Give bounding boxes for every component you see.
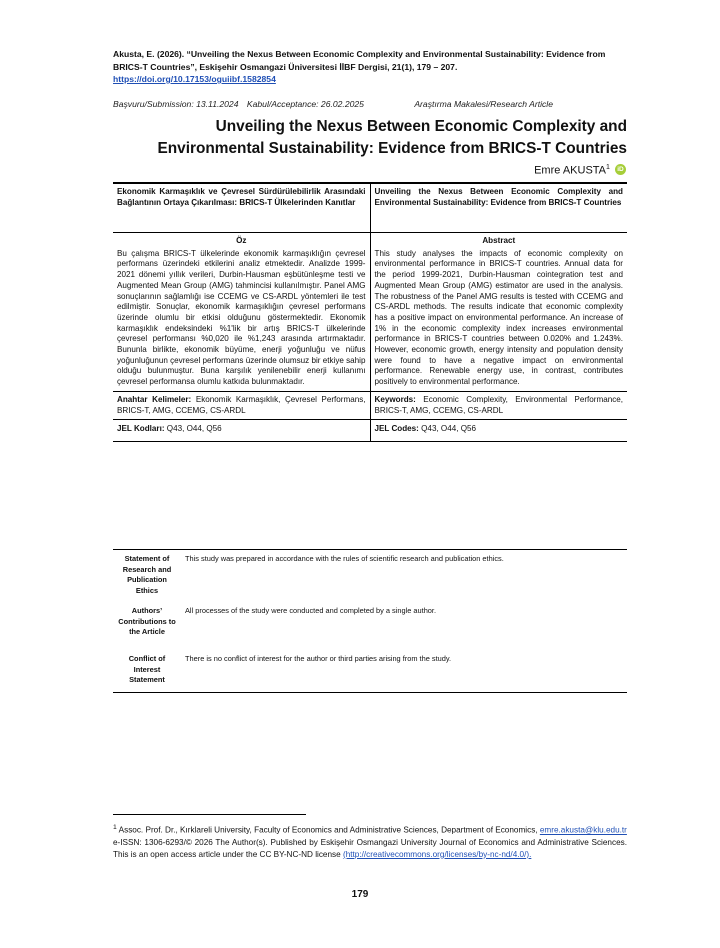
acceptance-date: Kabul/Acceptance: 26.02.2025: [246, 99, 364, 109]
conflict-text: There is no conflict of interest for the author or third parties arising from the study.: [185, 654, 452, 663]
article-type: Araştırma Makalesi/Research Article: [414, 99, 553, 109]
tr-jel-label: JEL Kodları:: [117, 424, 165, 434]
en-jel-value: Q43, O44, Q56: [421, 424, 477, 434]
en-jel-label: JEL Codes:: [374, 424, 419, 434]
license-link[interactable]: (http://creativecommons.org/licenses/by-nc-nd/4.0/).: [342, 849, 532, 859]
author-email-link[interactable]: emre.akusta@klu.edu.tr: [539, 825, 627, 835]
en-jel: [370, 420, 627, 441]
tr-abstract-text: Bu çalışma BRICS-T ülkelerinde ekonomik karmaşıklığın çevresel performans üzerindeki etkilerini analiz etmektedir. Analizde 1999-2021 dönemi yıllık verileri, Durbin-Hausman eşbütünleşme testi ve Augmented Mean Group (AMG) tahmincisi kullanılmıştır. Panel AMG sonuçlarının sağlamlığı ise CCEMG ve CS-ARDL yöntemleri ile test edilmiştir. Sonuçlar, ekonomik karmaşıklığın çevresel performans üzerinde olumlu bir etkisi olduğunu göstermektedir. Ekonomik karmaşıklık endeksindeki %1'lik bir artış BRICS-T ülkelerinde çevresel performansı %0,020 ile %1,243 arasında artırmaktadır. Bununla birlikte, ekonomik büyüme, enerji yoğunluğu ve nüfus yoğunluğunun çevresel performans üzerinde olumsuz bir etkiye sahip olduğu bulunmuştur. Buna karşılık yenilenebilir enerji kullanımı çevresel performansa olumlu katkıda bulunmaktadır.: [117, 248, 366, 387]
ethics-table: [113, 549, 627, 693]
ethics-label: Statement of Research and Publication Ethics: [122, 554, 172, 595]
tr-keywords-value: Ekonomik Karmaşıklık, Çevresel Performans, BRICS-T, AMG, CCEMG, CS-ARDL: [117, 394, 366, 415]
en-keywords-label: Keywords:: [374, 394, 416, 404]
footnote-mark: 1: [113, 824, 117, 831]
tr-keywords-label: Anahtar Kelimeler:: [117, 394, 192, 404]
conflict-label: Conflict of Interest Statement: [128, 654, 166, 685]
footnote-affiliation: Assoc. Prof. Dr., Kırklareli University, Faculty of Economics and Administrative Sciences, Department of Economics,: [118, 825, 538, 835]
en-abstract-text: This study analyses the impacts of economic complexity on environmental performance in BRICS-T countries. Annual data for the period 1999-2021, Durbin-Hausman cointegration test and Augmented Mean Group (AMG) estimator are used in the analysis. The robustness of the Panel AMG results is tested with CCEMG and CS-ARDL methods. The results indicate that economic complexity has a positive impact on environmental performance. An increase of 1% in the economic complexity index increases environmental performance in BRICS-T countries between 0.020% and 1.243%. However, economic growth, energy intensity and population density were found to have a negative impact on environmental performance. Renewable energy use, in contrast, contributes positively to environmental performance.: [374, 248, 623, 387]
en-abstract-heading: Abstract: [482, 236, 516, 245]
page-number: 179: [351, 889, 369, 900]
tr-title: Ekonomik Karmaşıklık ve Çevresel Sürdürülebilirlik Arasındaki Bağlantının Ortaya Çıkarılması: BRICS-T Ülkelerinden Kanıtlar: [113, 184, 370, 233]
tr-jel-value: Q43, O44, Q56: [166, 424, 222, 434]
submission-line: [113, 99, 628, 109]
license-text: e-ISSN: 1306-6293/© 2026 The Author(s). Published by Eskişehir Osmangazi University Journal of Economics and Administrative Sciences. This is an open access article under the CC BY-NC-ND license: [113, 837, 627, 859]
ethics-text: This study was prepared in accordance with the rules of scientific research and publication ethics.: [185, 554, 504, 563]
paper-title: Unveiling the Nexus Between Economic Complexity and Environmental Sustainability: Evidence from BRICS-T Countries: [157, 118, 627, 157]
tr-abstract-heading: Öz: [236, 236, 247, 245]
en-title: Unveiling the Nexus Between Economic Complexity and Environmental Sustainability: Evidence from BRICS-T Countries: [374, 187, 623, 207]
author-line: [534, 164, 626, 177]
en-abstract-cell: [370, 233, 627, 392]
footnote-rule: [113, 814, 306, 815]
contributions-text: All processes of the study were conducted and completed by a single author.: [185, 606, 437, 615]
en-keywords: [370, 391, 627, 419]
citation-block: [113, 48, 628, 86]
tr-jel: [113, 420, 370, 441]
submission-date: Başvuru/Submission: 13.11.2024: [113, 99, 239, 109]
doi-link[interactable]: https://doi.org/10.17153/oguiibf.1582854: [113, 74, 276, 84]
en-keywords-value: Economic Complexity, Environmental Performance, BRICS-T, AMG, CCEMG, CS-ARDL: [374, 394, 624, 415]
orcid-icon[interactable]: iD: [615, 164, 626, 175]
author-footnote-mark: 1: [606, 164, 610, 171]
author-name: Emre AKUSTA: [534, 164, 607, 177]
tr-keywords: [113, 391, 370, 419]
abstract-table: [113, 182, 627, 442]
citation-text: Akusta, E. (2026). “Unveiling the Nexus Between Economic Complexity and Environmental Sustainability: Evidence from BRICS-T Countries”, Eskişehir Osmangazi Üniversitesi İİBF Dergisi, 21(1), 179 – 207.: [113, 49, 606, 72]
tr-abstract-cell: [113, 233, 370, 392]
footnote: [113, 822, 627, 861]
contributions-label: Authors’ Contributions to the Article: [118, 606, 176, 637]
